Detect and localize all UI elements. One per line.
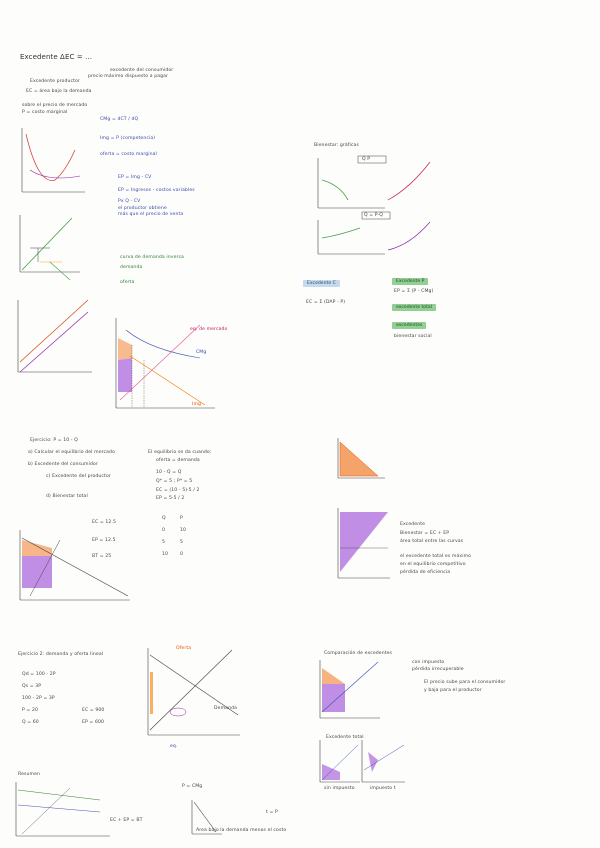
intro-note-5: sobre el precio de mercado: [22, 103, 88, 108]
exercise-1-note-1: El equilibrio se da cuando:: [148, 450, 212, 455]
exercise-1-note-4: Q* = 5 ; P* = 5: [156, 479, 193, 484]
exercise-2-line-6: EC = 900: [82, 708, 105, 713]
blue-note-3: oferta = costo marginal: [100, 152, 157, 157]
right-lower-2: Bienestar = EC + EP: [400, 531, 450, 536]
exercise-2-chart-label-1: Oferta: [176, 646, 192, 651]
table-b-3: BT = 25: [92, 554, 112, 559]
table-a-r2c2: 5: [180, 540, 184, 545]
exercise-2-line-3: 100 - 2P = 3P: [22, 696, 55, 701]
table-b-2: EP = 12.5: [92, 538, 116, 543]
blue-note-2: Img = P (competencia): [100, 136, 156, 141]
mid-note-2: demanda: [120, 265, 143, 270]
mid-note-5: CMg: [196, 350, 207, 355]
page-title: Excedente ΔEC = ...: [20, 53, 93, 61]
green-tag-3: bienestar social: [394, 334, 432, 339]
blue-note-7: el productor obtiene: [118, 206, 167, 211]
exercise-1-note-2: oferta = demanda: [156, 458, 200, 463]
intro-note-6: P = costo marginal: [22, 110, 68, 115]
exercise-1-step-4: d) Bienestar total: [46, 494, 88, 499]
table-a-r2c1: 5: [162, 540, 166, 545]
table-a-r3c2: 0: [180, 552, 184, 557]
footer-note-1: Resumen: [18, 772, 41, 777]
boxed-label-2: Q = P·Q: [364, 213, 383, 218]
exercise-1-note-6: EP = 5·5 / 2: [156, 496, 185, 501]
green-tag-2: excedentes: [392, 322, 426, 329]
mid-note-4: eq. de mercado: [190, 327, 228, 332]
footer-note-2: EC + EP = BT: [110, 818, 143, 823]
mid-note-1: curva de demanda inversa: [120, 255, 184, 260]
blue-note-4: EP = Img - CV: [118, 175, 152, 180]
bottom-note-5: sin impuesto: [324, 786, 355, 791]
footer-note-3: P = CMg: [182, 784, 203, 789]
welfare-heading: Bienestar: gráficas: [314, 143, 359, 148]
blue-note-5: EP = Ingresos - costos variables: [118, 188, 195, 193]
bottom-note-4: Excedente total: [326, 735, 364, 740]
exercise-1-step-1: a) Calcular el equilibrio del mercado: [28, 450, 115, 455]
intro-note-1: excedente del consumidor: [110, 68, 174, 73]
mid-note-3: oferta: [120, 280, 135, 285]
exercise-2-line-7: EP = 600: [82, 720, 105, 725]
blue-note-8: más que el precio de venta: [118, 212, 184, 217]
ec-formula: EC = Σ (DAP - P): [306, 300, 346, 305]
right-lower-3: área total entre las curvas: [400, 539, 464, 544]
intro-note-2: precio máximo dispuesto a pagar: [88, 74, 169, 79]
ep-tag: Excedente P: [392, 278, 428, 285]
blue-note-1: CMg = dCT / dQ: [100, 117, 139, 122]
bottom-note-7: El precio sube para el consumidor: [424, 680, 506, 685]
intro-note-3: Excedente productor: [30, 79, 80, 84]
bottom-note-8: y baja para el productor: [424, 688, 482, 693]
exercise-2-line-5: Q = 60: [22, 720, 39, 725]
footer-note-4: t = P: [266, 810, 278, 815]
table-a-q: Q: [162, 516, 166, 521]
blue-note-6: Px Q - CV: [118, 199, 141, 204]
ec-tag: Excedente C: [303, 280, 340, 287]
exercise-2-line-2: Qs = 3P: [22, 684, 42, 689]
mid-note-6: Img: [192, 402, 202, 407]
bottom-note-3: pérdida irrecuperable: [412, 667, 464, 672]
table-a-r1c2: 10: [180, 528, 187, 533]
exercise-1-note-3: 10 - Q = Q: [156, 470, 182, 475]
exercise-2-chart-label-3: eq.: [170, 744, 178, 749]
exercise-2-line-1: Qd = 100 - 2P: [22, 672, 56, 677]
bottom-note-6: impuesto t: [370, 786, 396, 791]
exercise-1-note-5: EC = (10 - 5)·5 / 2: [156, 488, 200, 493]
green-tag-1: excedente total: [392, 304, 436, 311]
table-a-r3c1: 10: [162, 552, 169, 557]
right-lower-4: el excedente total es máximo: [400, 554, 472, 559]
right-lower-5: en el equilibrio competitivo: [400, 562, 466, 567]
intro-note-4: EC = área bajo la demanda: [26, 89, 92, 94]
footer-note-5: Area bajo la demanda menos el costo: [196, 828, 287, 833]
boxed-label-1: Q P: [362, 157, 371, 162]
table-a-p: P: [180, 516, 183, 521]
right-lower-1: Excedente: [400, 522, 426, 527]
exercise-1-heading: Ejercicio: P = 10 - Q: [30, 438, 78, 443]
exercise-1-step-2: b) Excedente del consumidor: [28, 462, 98, 467]
bottom-note-1: Comparación de excedentes: [324, 651, 393, 656]
bottom-note-2: con impuesto: [412, 660, 445, 665]
ep-formula: EP = Σ (P - CMg): [394, 289, 434, 294]
table-b-1: EC = 12.5: [92, 520, 117, 525]
table-a-r1c1: 0: [162, 528, 166, 533]
exercise-2-line-4: P = 20: [22, 708, 38, 713]
exercise-1-step-3: c) Excedente del productor: [46, 474, 111, 479]
exercise-2-chart-label-2: Demanda: [214, 706, 237, 711]
right-lower-6: pérdida de eficiencia: [400, 570, 451, 575]
exercise-2-heading: Ejercicio 2: demanda y oferta lineal: [18, 652, 104, 657]
